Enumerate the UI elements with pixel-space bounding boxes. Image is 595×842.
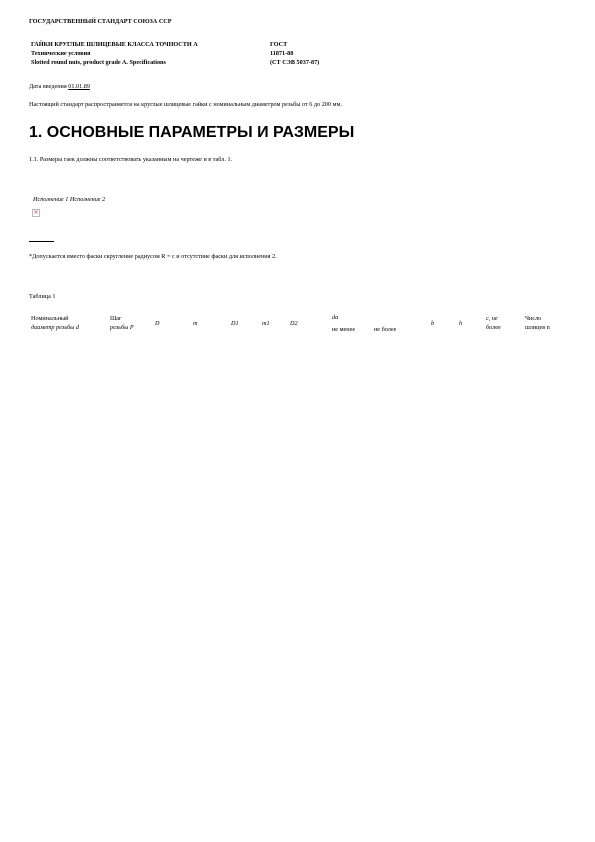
header-da-min: не менее <box>332 326 356 333</box>
header-da-max: не более <box>374 326 397 333</box>
introduction-date <box>29 83 90 91</box>
document-header: ГОСУДАРСТВЕННЫЙ СТАНДАРТ СОЮЗА ССР <box>29 18 172 25</box>
table-caption: Таблица 1 <box>29 293 56 300</box>
header-pitch-line1: Шаг <box>110 315 122 322</box>
header-D2: D2 <box>290 320 298 327</box>
header-da: da <box>332 314 339 321</box>
broken-image-glyph: × <box>33 209 39 216</box>
header-c-line2: более <box>486 324 501 331</box>
footnote: *Допускается вместо фаски скругление радиусом R = с и отсутствие фаски для исполнения 2. <box>29 253 277 260</box>
header-pitch-line2: резьбы P <box>110 324 134 331</box>
footnote-separator <box>29 241 54 242</box>
st-sev-number: (СТ СЭВ 5037-87) <box>270 59 320 66</box>
header-D: D <box>155 320 160 327</box>
paragraph-1-1: 1.1. Размеры гаек должны соответствовать указанным на чертеже и в табл. 1. <box>29 156 233 163</box>
header-nominal-line1: Номинальный <box>31 315 69 322</box>
header-D1: D1 <box>231 320 239 327</box>
header-n-line2: шлицев n <box>525 324 550 331</box>
header-m1: m1 <box>262 320 270 327</box>
header-b: b <box>431 320 435 327</box>
gost-label: ГОСТ <box>270 41 288 48</box>
header-c-line1: c, не <box>486 315 498 322</box>
section-heading: 1. ОСНОВНЫЕ ПАРАМЕТРЫ И РАЗМЕРЫ <box>29 124 355 141</box>
header-h: h <box>459 320 463 327</box>
gost-number: 11871-88 <box>270 50 294 57</box>
header-nominal-line2: диаметр резьбы d <box>31 324 79 331</box>
scope-paragraph: Настоящий стандарт распространяется на круглые шлицевые гайки с номинальным диаметром резьбы от 6 до 200 мм. <box>29 101 342 108</box>
broken-image-icon <box>32 209 40 217</box>
standard-title-en: Slotted round nuts, product grade A. Specifications <box>31 59 166 66</box>
standard-subtitle-ru: Технические условия <box>31 50 91 57</box>
date-value: 01.01.89 <box>68 83 90 90</box>
header-m: m <box>193 320 198 327</box>
date-label: Дата введения <box>29 83 67 90</box>
header-n-line1: Число <box>525 315 542 322</box>
figure-caption: Исполнение 1 Исполнение 2 <box>33 196 106 203</box>
standard-title-ru: ГАЙКИ КРУГЛЫЕ ШЛИЦЕВЫЕ КЛАССА ТОЧНОСТИ А <box>31 41 198 48</box>
